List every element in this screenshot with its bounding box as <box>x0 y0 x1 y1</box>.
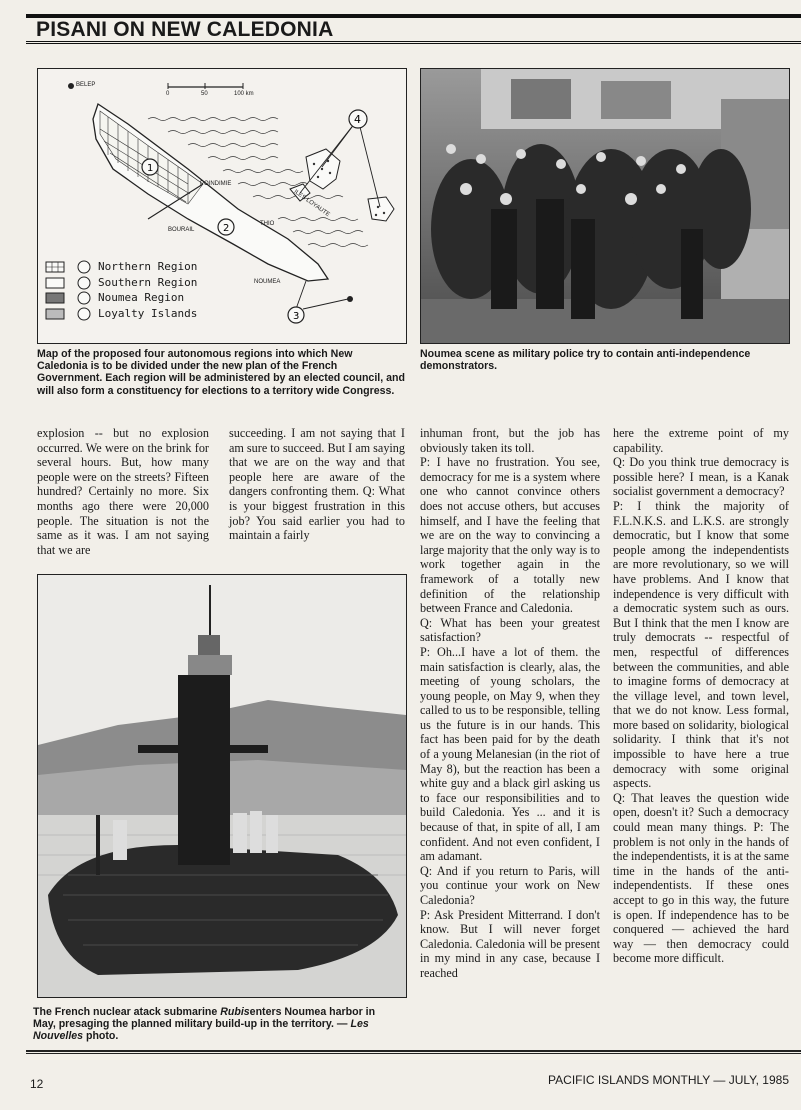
footer-rule-2 <box>26 1053 801 1054</box>
map-legend <box>98 260 197 322</box>
caption-text: enters Noumea harbor in May, presaging the planned military build-up in the territory. — <box>33 1006 376 1031</box>
article-paragraph: succeeding. I am not saying that I am sure to succeed. But I am saying that we are on the way and that people here are aware of the dangers confronting them. Q: What is your biggest frustration in this job? You said earlier you had to maintain a fairly <box>229 426 405 543</box>
map-scale-100: 100 km <box>234 91 254 97</box>
map-scale-0: 0 <box>166 91 170 97</box>
header-rule-bottom-2 <box>26 43 801 44</box>
page-number: 12 <box>30 1077 44 1091</box>
crowd-photo-image <box>421 69 789 343</box>
svg-text:3: 3 <box>293 311 300 322</box>
article-paragraph: P: I think the majority of F.L.N.K.S. and L.K.S. are strongly democratic, but I know that some people among the independentists are more revolutionary, so we will have problems. And I know that independence is very difficult with a democratic system such as ours. But I think that the men I know are truly democrats -- respectful of men, respectful of differences between the communities, and able to imagine forms of democracy at the village level, and town level, that we do not know. Less formal, more based on solidarity, biological solidarity. I think that it's not impossible to have here a true democracy with some original aspects. <box>613 498 789 791</box>
article-column-3 <box>420 426 600 981</box>
map-label-bourail: BOURAIL <box>168 227 195 233</box>
legend-item: Loyalty Islands <box>98 306 198 320</box>
article-paragraph: inhuman front, but the job has obviously taken its toll. <box>420 426 600 455</box>
svg-text:1: 1 <box>147 163 154 174</box>
article-paragraph: Q: What has been your greatest satisfaction? <box>420 615 600 645</box>
publication-footer: PACIFIC ISLANDS MONTHLY — JULY, 1985 <box>548 1073 789 1087</box>
map-label-poindimie: POINDIMIE <box>200 181 232 187</box>
submarine-photo-caption <box>33 1006 393 1043</box>
article-paragraph: P: I have no frustration. You see, democracy for me is a system where one who cannot convince others does not accuse others, but accuses himself, and I have the feeling that we are on the way to convincing a large majority that the only way is to work together again in the framework of a totally new definition of the relationship between France and Caledonia. <box>420 455 600 616</box>
svg-text:2: 2 <box>223 223 230 234</box>
legend-item: Northern Region <box>98 260 198 273</box>
map-label-belep: BELEP <box>76 82 96 88</box>
map-scale-50: 50 <box>201 91 208 97</box>
article-paragraph: explosion -- but no explosion occurred. We were on the brink for several hours. But, how many people were on the streets? Fifteen hundred? Certainly no more. Six months ago there were 20,000 people. The situation is not the same as it was. I am not saying that we are <box>37 426 209 557</box>
legend-item: Southern Region <box>98 275 198 289</box>
map-caption: Map of the proposed four autonomous regions into which New Caledonia is to be divided under the new plan of the French Government. Each region will be administered by an elected council, and will also form a constituency for elections to a territory wide Congress. <box>37 348 405 397</box>
submarine-photo <box>37 574 407 998</box>
article-paragraph: P: Ask President Mitterrand. I don't know. But I will never forget Caledonia. Caledonia will be present in my mind in any case, because I reached <box>420 907 600 980</box>
page-title: PISANI ON NEW CALEDONIA <box>36 18 334 41</box>
article-column-1 <box>37 426 209 557</box>
article-paragraph: Q: And if you return to Paris, will you continue your work on New Caledonia? <box>420 863 600 907</box>
article-paragraph: Q: That leaves the question wide open, doesn't it? Such a democracy could mean many things. P: The problem is not only in the hands of the independentists, it is at the same time in the hands of the anti-independentists. If these ones accept to go in this way, the future is open. If independence has to be conquered — achieved the hard way — then democracy could become more difficult. <box>613 790 789 966</box>
footer-rule <box>26 1050 801 1052</box>
crowd-photo-caption: Noumea scene as military police try to contain anti-independence demonstrators. <box>420 348 751 373</box>
caption-credit: Les Nouvelles <box>33 1018 369 1043</box>
caption-text: The French nuclear atack submarine <box>33 1006 221 1018</box>
map-label-loyaute: ILES LOYAUTE <box>292 189 331 219</box>
map-label-noumea: NOUMEA <box>254 279 281 285</box>
article-paragraph: here the extreme point of my capability. <box>613 426 789 455</box>
crowd-photo <box>420 68 790 344</box>
caption-vessel-name: Rubis <box>220 1006 250 1018</box>
caption-text: photo. <box>83 1030 119 1043</box>
map-figure <box>37 68 407 344</box>
map-label-thio: THIO <box>260 221 275 227</box>
article-column-4 <box>613 426 789 966</box>
svg-text:4: 4 <box>354 113 361 126</box>
submarine-photo-image <box>38 575 406 997</box>
map-drawing <box>38 69 406 343</box>
article-paragraph: Q: Do you think true democracy is possible here? I mean, is a Kanak socialist government a democracy? <box>613 455 789 499</box>
article-paragraph: P: Oh...I have a lot of them. the main satisfaction is clearly, alas, the meeting of young scholars, the young people, on May 9, when they called to us to be responsible, telling us the future is in our hands. This fact has been paid for by the death of a young Melanesian (in the riot of May 8), but the reaction has been a white guy and a black girl asking us to face our responsibilities and to build Caledonia. Yes ... and it is because of that, in spite of all, I am confident. And not even confident, I am adamant. <box>420 644 600 864</box>
legend-item: Noumea Region <box>98 291 185 304</box>
header-rule-bottom <box>26 41 801 42</box>
article-column-2 <box>229 426 405 543</box>
